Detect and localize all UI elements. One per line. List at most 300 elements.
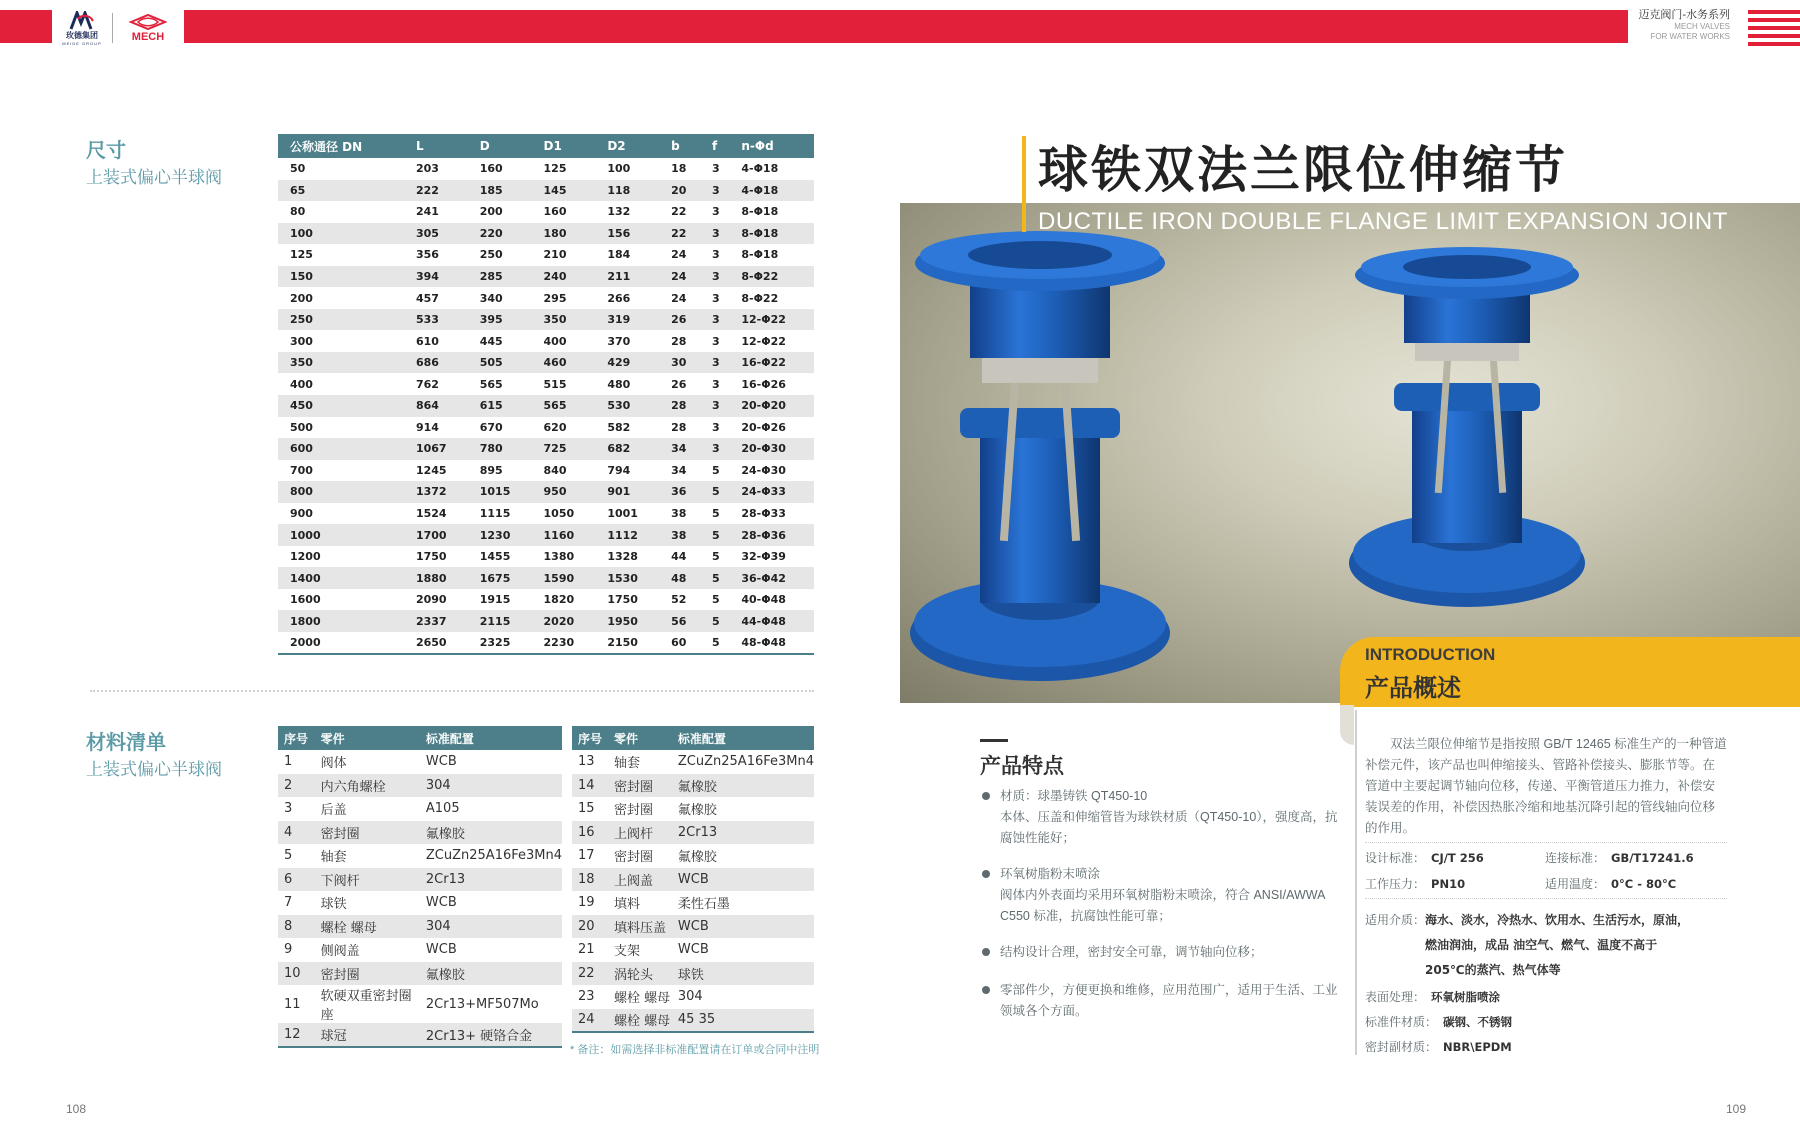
table-row: [278, 524, 814, 546]
table-cell: 1750: [607, 593, 638, 607]
table-cell: 2Cr13+MF507Mo: [425, 996, 539, 1012]
spec-value: CJ/T 256: [1431, 851, 1484, 865]
spec-surface: [1365, 988, 1500, 1005]
material-table-left: [278, 726, 562, 1048]
table-cell: 211: [595, 266, 659, 288]
column-header: 标准配置: [672, 726, 814, 750]
spec-value: PN10: [1431, 877, 1466, 891]
table-cell: 5: [711, 507, 720, 521]
table-cell: 610: [415, 334, 439, 348]
table-row: [278, 352, 814, 374]
spec-separator: [1365, 898, 1727, 899]
table-row: [278, 373, 814, 395]
table-cell: 5: [700, 481, 729, 503]
table-cell: 38: [659, 524, 700, 546]
feature-item: [1000, 942, 1340, 963]
table-cell: 内六角螺栓: [315, 774, 420, 798]
column-header: 序号: [572, 726, 608, 750]
table-cell: 530: [595, 395, 659, 417]
bullet-icon: [982, 948, 990, 956]
table-row: [278, 797, 562, 821]
table-cell: 780: [468, 438, 532, 460]
table-cell: 8-Φ22: [729, 266, 814, 288]
header-red-bar: [0, 10, 1628, 43]
table-cell: 184: [607, 248, 631, 262]
table-cell: 1328: [607, 550, 638, 564]
table-cell: 2150: [595, 632, 659, 654]
table-cell: 533: [404, 309, 468, 331]
table-cell: 螺栓 螺母: [315, 915, 420, 939]
intro-heading-cn: 产品概述: [1365, 675, 1461, 702]
column-header: D1: [532, 134, 596, 158]
table-cell: 200: [479, 205, 503, 219]
table-cell: 球冠: [315, 1023, 420, 1047]
table-row: [278, 915, 562, 939]
expansion-joint-small: [1349, 247, 1585, 607]
table-cell: 60: [659, 632, 700, 654]
table-cell: 22: [671, 205, 687, 219]
series-label: [1610, 8, 1730, 42]
table-cell: 9: [284, 942, 293, 958]
mat-section-title: 材料清单: [86, 732, 166, 754]
spec-label: 工作压力：: [1365, 877, 1426, 891]
table-row: [278, 417, 814, 439]
table-cell: 轴套: [320, 850, 347, 866]
table-cell: WCB: [672, 915, 814, 939]
bullet-icon: [982, 870, 990, 878]
table-cell: 319: [595, 309, 659, 331]
table-cell: 295: [543, 291, 567, 305]
table-cell: 8-Φ22: [741, 291, 779, 305]
table-cell: 2020: [532, 610, 596, 632]
table-cell: 3: [700, 223, 729, 245]
table-cell: 145: [532, 180, 596, 202]
table-cell: 1950: [595, 610, 659, 632]
table-row: [278, 481, 814, 503]
table-cell: 3: [700, 266, 729, 288]
table-cell: 914: [415, 420, 439, 434]
table-cell: 轴套: [614, 756, 641, 772]
table-cell: 19: [578, 895, 595, 911]
table-cell: 1160: [532, 524, 596, 546]
table-cell: 1050: [543, 507, 575, 521]
table-cell: 5: [711, 550, 720, 564]
column-header: 序号: [278, 726, 315, 750]
table-row: [278, 158, 814, 180]
table-cell: 480: [607, 377, 631, 391]
table-cell: 34: [671, 463, 687, 477]
table-cell: 8-Φ18: [729, 223, 814, 245]
table-cell: 支架: [614, 944, 641, 960]
table-cell: 350: [532, 309, 596, 331]
material-table-right-body: [572, 750, 814, 1032]
table-cell: 305: [404, 223, 468, 245]
table-cell: 填料: [614, 897, 641, 913]
mat-section-subtitle: 上装式偏心半球阀: [86, 760, 222, 779]
page-number-left: 108: [66, 1102, 87, 1116]
table-cell: 5: [700, 610, 729, 632]
table-cell: 304: [420, 774, 562, 798]
table-cell: 13: [578, 754, 595, 770]
spec-value: 环氧树脂喷涂: [1431, 990, 1501, 1004]
table-cell: WCB: [425, 942, 457, 958]
table-row: [278, 567, 814, 589]
table-cell: 1675: [468, 567, 532, 589]
table-cell: 7: [284, 895, 293, 911]
table-cell: 240: [532, 266, 596, 288]
table-cell: 氟橡胶: [677, 803, 717, 819]
spec-label: 密封副材质：: [1365, 1040, 1438, 1054]
table-cell: 840: [543, 463, 567, 477]
table-cell: 1015: [468, 481, 532, 503]
table-row: [278, 180, 814, 202]
table-cell: 1590: [532, 567, 596, 589]
table-cell: 900: [290, 507, 313, 521]
table-cell: 460: [532, 352, 596, 374]
table-cell: 1700: [404, 524, 468, 546]
table-cell: 160: [479, 162, 503, 176]
dim-section-title: 尺寸: [86, 140, 126, 162]
table-cell: 445: [479, 334, 503, 348]
table-cell: 125: [543, 162, 567, 176]
table-cell: 密封圈: [614, 803, 654, 819]
table-row: [572, 774, 814, 798]
table-cell: 16-Φ26: [741, 377, 786, 391]
table-cell: 1112: [595, 524, 659, 546]
table-cell: 3: [284, 801, 293, 817]
table-cell: 球铁: [672, 962, 814, 986]
table-cell: 22: [659, 223, 700, 245]
table-row: [278, 868, 562, 892]
header-stripes: [1748, 10, 1800, 50]
table-row: [572, 915, 814, 939]
column-header: D: [468, 134, 532, 158]
expansion-joint-large: [910, 231, 1170, 681]
table-cell: 901: [595, 481, 659, 503]
table-row: [278, 632, 814, 654]
table-cell: 8-Φ18: [741, 205, 779, 219]
table-cell: 350: [278, 352, 404, 374]
feature-item: [1000, 864, 1340, 927]
table-cell: 395: [468, 309, 532, 331]
table-cell: 222: [404, 180, 468, 202]
table-cell: 12: [278, 1023, 315, 1047]
table-cell: 球铁: [320, 897, 347, 913]
table-cell: 429: [595, 352, 659, 374]
table-row: [572, 797, 814, 821]
table-cell: 5: [711, 463, 720, 477]
table-cell: 22: [572, 962, 608, 986]
table-cell: 394: [404, 266, 468, 288]
table-cell: 密封圈: [614, 850, 654, 866]
feature-text: 结构设计合理，密封安全可靠，调节轴向位移；: [1000, 945, 1263, 959]
table-cell: 16: [572, 821, 608, 845]
spec-medium: [1365, 908, 1745, 983]
product-photo: [900, 203, 1800, 703]
table-cell: 700: [290, 463, 313, 477]
table-cell: 203: [415, 162, 439, 176]
table-cell: 34: [659, 438, 700, 460]
table-row: [278, 330, 814, 352]
spec-seal: [1365, 1038, 1512, 1055]
table-row: [278, 589, 814, 611]
feature-detail: 阀体内外表面均采用环氧树脂粉末喷涂，符合 ANSI/AWWA C550 标准，抗腐蚀性能可靠；: [1000, 888, 1325, 923]
table-cell: 400: [290, 377, 313, 391]
mech-logo: [113, 8, 183, 48]
table-row: [278, 460, 814, 482]
table-cell: 5: [700, 524, 729, 546]
material-table-left-header: [278, 726, 562, 750]
intro-paragraph: 双法兰限位伸缩节是指按照 GB/T 12465 标准生产的一种管道补偿元件，该产品也叫伸缩接头、管路补偿接头、膨胀节等。在管道中主要起调节轴向位移，传递、平衡管道压力推力，补偿安装误差的作用，补偿因热胀冷缩和地基沉降引起的管线轴向位移的作用。: [1365, 737, 1727, 835]
table-cell: 160: [543, 205, 567, 219]
table-cell: 65: [278, 180, 404, 202]
intro-heading-en: INTRODUCTION: [1365, 645, 1496, 664]
table-row: [278, 891, 562, 915]
mech-logo-icon: [127, 13, 169, 31]
table-cell: 18: [572, 868, 608, 892]
table-cell: 28: [671, 420, 687, 434]
material-table-left-body: [278, 750, 562, 1047]
table-cell: 285: [468, 266, 532, 288]
spec-separator: [1365, 842, 1727, 843]
table-cell: 1820: [543, 593, 575, 607]
spec-value: 碳钢、不锈钢: [1443, 1015, 1513, 1029]
table-cell: 40-Φ48: [741, 593, 786, 607]
table-row: [278, 546, 814, 568]
table-cell: 800: [278, 481, 404, 503]
table-cell: 565: [479, 377, 503, 391]
table-row: [278, 821, 562, 845]
table-row: [572, 891, 814, 915]
table-row: [278, 985, 562, 1023]
table-cell: 3: [711, 291, 720, 305]
table-cell: 32-Φ39: [741, 550, 786, 564]
table-cell: 16-Φ22: [729, 352, 814, 374]
table-cell: 48-Φ48: [729, 632, 814, 654]
table-cell: 52: [671, 593, 687, 607]
table-cell: 185: [468, 180, 532, 202]
column-header: 公称通径 DN: [278, 134, 404, 158]
column-header: f: [700, 134, 729, 158]
footnote: * 备注：如需选择非标准配置请在订单或合同中注明: [570, 1044, 820, 1056]
table-cell: 2115: [468, 610, 532, 632]
table-cell: 1800: [278, 610, 404, 632]
series-en-1: MECH VALVES: [1674, 22, 1730, 31]
dimension-table-header: [278, 134, 814, 158]
table-cell: 2000: [278, 632, 404, 654]
table-cell: 上阀盖: [608, 868, 672, 892]
product-title-cn: 球铁双法兰限位伸缩节: [1038, 142, 1568, 198]
table-cell: 28: [659, 395, 700, 417]
table-cell: 180: [532, 223, 596, 245]
feature-item: [1000, 786, 1340, 849]
feature-detail: 本体、压盖和伸缩管皆为球铁材质（QT450-10），强度高，抗腐蚀性能好；: [1000, 810, 1338, 845]
spec-label: 标准件材质：: [1365, 1015, 1438, 1029]
spec-value: 海水、淡水，冷热水、饮用水、生活污水，原油，: [1425, 913, 1690, 927]
table-cell: 24: [671, 291, 687, 305]
table-row: [278, 750, 562, 774]
table-cell: 515: [543, 377, 567, 391]
expansion-joint-illustration: [900, 203, 1800, 703]
table-cell: 200: [290, 291, 313, 305]
dimension-table: [278, 134, 814, 655]
table-cell: 1245: [415, 463, 447, 477]
table-row: [572, 750, 814, 774]
table-cell: 2090: [415, 593, 447, 607]
table-cell: 15: [578, 801, 595, 817]
table-cell: 4-Φ18: [741, 162, 779, 176]
table-cell: 6: [278, 868, 315, 892]
table-cell: 20-Φ20: [729, 395, 814, 417]
table-cell: 24-Φ30: [741, 463, 786, 477]
table-cell: 356: [415, 248, 439, 262]
table-cell: 670: [479, 420, 503, 434]
table-cell: 266: [607, 291, 631, 305]
table-cell: 100: [607, 162, 631, 176]
brand-mech: MECH: [131, 30, 165, 43]
table-cell: 1600: [290, 593, 321, 607]
table-cell: 3: [700, 438, 729, 460]
table-cell: WCB: [672, 868, 814, 892]
table-cell: 100: [278, 223, 404, 245]
table-cell: 45 35: [672, 1009, 814, 1033]
table-cell: 1372: [404, 481, 468, 503]
table-row: [278, 610, 814, 632]
table-cell: 5: [700, 632, 729, 654]
table-cell: 250: [479, 248, 503, 262]
table-cell: 500: [290, 420, 313, 434]
table-cell: 3: [711, 248, 720, 262]
table-cell: 125: [290, 248, 313, 262]
column-header: 零件: [608, 726, 672, 750]
table-cell: 210: [543, 248, 567, 262]
table-cell: 20: [659, 180, 700, 202]
table-cell: 304: [677, 989, 703, 1005]
table-cell: 28: [671, 334, 687, 348]
table-cell: WCB: [425, 754, 457, 770]
table-cell: ZCuZn25A16Fe3Mn4: [425, 848, 562, 864]
column-header: 标准配置: [420, 726, 562, 750]
table-cell: 填料压盖: [608, 915, 672, 939]
column-header: D2: [595, 134, 659, 158]
table-cell: 28-Φ33: [741, 507, 786, 521]
table-cell: 23: [578, 989, 595, 1005]
product-title-en: DUCTILE IRON DOUBLE FLANGE LIMIT EXPANSION JOINT: [1038, 208, 1728, 235]
intro-tab-shadow: [1340, 705, 1354, 745]
table-cell: 300: [290, 334, 313, 348]
table-cell: 阀体: [320, 756, 347, 772]
table-row: [572, 938, 814, 962]
table-cell: 26: [659, 309, 700, 331]
table-cell: 2: [278, 774, 315, 798]
table-cell: 565: [532, 395, 596, 417]
table-cell: 725: [532, 438, 596, 460]
table-row: [278, 938, 562, 962]
table-cell: 17: [578, 848, 595, 864]
table-cell: 132: [607, 205, 631, 219]
table-cell: 上阀杆: [608, 821, 672, 845]
table-cell: 80: [290, 205, 306, 219]
table-row: [572, 821, 814, 845]
table-row: [278, 287, 814, 309]
table-row: [278, 309, 814, 331]
table-cell: 氟橡胶: [420, 821, 562, 845]
spec-label: 连接标准：: [1545, 851, 1606, 865]
table-cell: 28-Φ36: [729, 524, 814, 546]
title-accent-bar: [1022, 136, 1026, 232]
page-number-right: 109: [1726, 1102, 1747, 1116]
table-cell: 36: [659, 481, 700, 503]
column-header: 零件: [315, 726, 420, 750]
bullet-icon: [982, 792, 990, 800]
table-cell: 1230: [468, 524, 532, 546]
table-cell: ZCuZn25A16Fe3Mn4: [677, 754, 814, 770]
table-cell: 36-Φ42: [729, 567, 814, 589]
table-cell: 密封圈: [315, 821, 420, 845]
spec-label: 表面处理：: [1365, 990, 1426, 1004]
table-cell: 1067: [404, 438, 468, 460]
table-cell: 2650: [404, 632, 468, 654]
table-cell: 1200: [290, 550, 321, 564]
table-row: [572, 1009, 814, 1033]
table-cell: 螺栓 螺母: [608, 1009, 672, 1033]
table-cell: 24: [671, 248, 687, 262]
table-cell: 密封圈: [608, 774, 672, 798]
table-cell: 400: [543, 334, 567, 348]
column-header: b: [659, 134, 700, 158]
table-row: [278, 774, 562, 798]
spec-connection-standard: [1545, 849, 1694, 866]
intro-vertical-line: [1355, 710, 1357, 1055]
table-cell: 1115: [479, 507, 511, 521]
table-cell: 21: [578, 942, 595, 958]
table-cell: 24: [572, 1009, 608, 1033]
table-cell: 3: [700, 352, 729, 374]
dimension-table-body: [278, 158, 814, 654]
table-row: [278, 244, 814, 266]
feature-text: 材质：球墨铸铁 QT450-10: [1000, 789, 1148, 803]
spec-fastener: [1365, 1013, 1512, 1030]
table-cell: 5: [711, 593, 720, 607]
spec-value: 0°C - 80°C: [1611, 877, 1677, 891]
meide-logo: [52, 8, 112, 48]
table-cell: 8: [278, 915, 315, 939]
series-cn: 迈克阀门-水务系列: [1638, 9, 1730, 21]
bullet-icon: [982, 986, 990, 994]
feature-item: [1000, 980, 1340, 1022]
table-cell: 895: [479, 463, 503, 477]
table-row: [278, 438, 814, 460]
table-cell: 450: [278, 395, 404, 417]
table-cell: 864: [404, 395, 468, 417]
table-cell: 氟橡胶: [672, 774, 814, 798]
table-cell: 软硬双重密封圈座: [320, 989, 412, 1023]
table-cell: 250: [278, 309, 404, 331]
section-divider: [90, 690, 814, 692]
material-table-right-header: [572, 726, 814, 750]
feature-text: 零部件少，方便更换和维修，应用范围广，适用于生活、工业领域各个方面。: [1000, 983, 1338, 1018]
table-row: [572, 962, 814, 986]
table-row: [572, 868, 814, 892]
table-cell: 柔性石墨: [677, 897, 730, 913]
table-cell: 4: [278, 821, 315, 845]
table-cell: 涡轮头: [608, 962, 672, 986]
table-cell: 24-Φ33: [729, 481, 814, 503]
table-cell: 螺栓 螺母: [614, 991, 671, 1007]
table-row: [278, 395, 814, 417]
spec-value: GB/T17241.6: [1611, 851, 1694, 865]
table-cell: 1455: [479, 550, 511, 564]
